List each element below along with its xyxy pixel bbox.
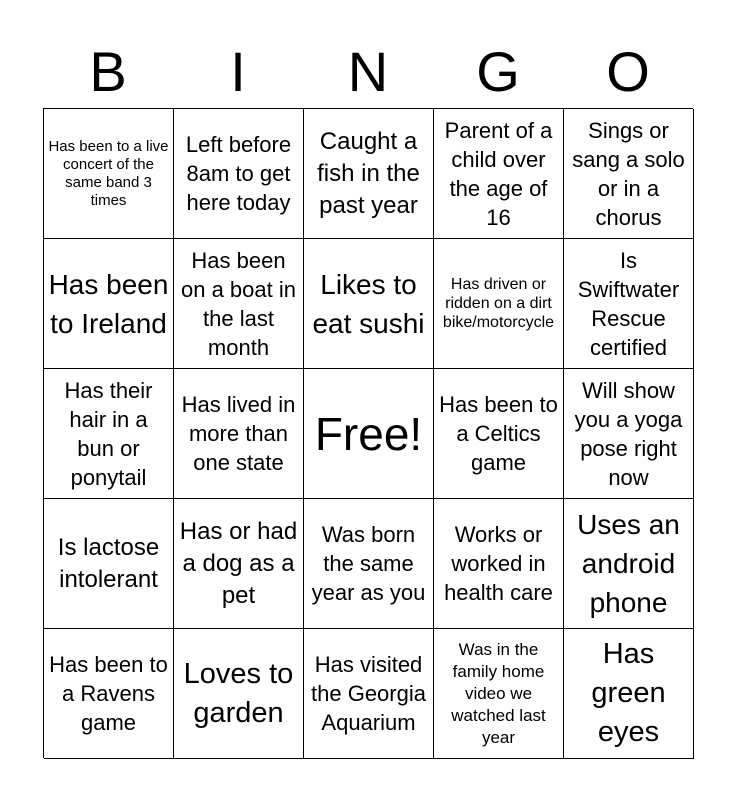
free-space-label: Free! — [314, 407, 423, 460]
cell-text: Has or had a dog as a pet — [179, 517, 298, 609]
bingo-cell[interactable] — [304, 499, 434, 629]
bingo-cell[interactable] — [434, 499, 564, 629]
cell-text: Caught a fish in the past year — [317, 127, 420, 219]
bingo-cell[interactable] — [304, 239, 434, 369]
cell-text: Parent of a child over the age of 16 — [444, 117, 553, 230]
bingo-cell[interactable] — [44, 499, 174, 629]
bingo-cell[interactable] — [564, 239, 694, 369]
bingo-cell[interactable] — [174, 369, 304, 499]
bingo-cell[interactable] — [174, 109, 304, 239]
cell-text: Sings or sang a solo or in a chorus — [572, 117, 685, 230]
cell-text: Was in the family home video we watched last year — [451, 639, 546, 747]
bingo-cell[interactable] — [434, 629, 564, 759]
cell-text: Has their hair in a bun or ponytail — [64, 377, 153, 490]
bingo-cell[interactable] — [44, 629, 174, 759]
cell-text: Works or worked in health care — [444, 522, 553, 605]
cell-text: Has been to a Ravens game — [49, 652, 168, 735]
cell-text: Has been to Ireland — [48, 268, 169, 339]
header-letter-b: B — [89, 40, 127, 103]
bingo-cell[interactable] — [564, 629, 694, 759]
cell-text: Has been to a Celtics game — [439, 392, 558, 475]
bingo-cell[interactable] — [174, 499, 304, 629]
header-letter-g: G — [476, 40, 520, 103]
header-letter-i: I — [230, 40, 246, 103]
cell-text: Has been to a live concert of the same band 3 times — [48, 137, 169, 209]
bingo-cell[interactable] — [304, 629, 434, 759]
cell-text: Is Swiftwater Rescue certified — [577, 247, 680, 360]
bingo-cell[interactable] — [434, 239, 564, 369]
bingo-cell[interactable] — [434, 109, 564, 239]
free-space-cell[interactable] — [304, 369, 434, 499]
bingo-cell[interactable] — [564, 499, 694, 629]
bingo-cell[interactable] — [434, 369, 564, 499]
cell-text: Has been on a boat in the last month — [181, 247, 296, 360]
bingo-cell[interactable] — [44, 369, 174, 499]
bingo-card-grid — [43, 108, 693, 758]
bingo-cell[interactable] — [44, 239, 174, 369]
cell-text: Left before 8am to get here today — [185, 132, 292, 215]
cell-text: Uses an android phone — [577, 509, 680, 618]
cell-text: Has green eyes — [591, 638, 666, 748]
cell-text: Has visited the Georgia Aquarium — [311, 652, 426, 735]
bingo-cell[interactable] — [304, 109, 434, 239]
cell-text: Loves to garden — [183, 657, 294, 729]
bingo-cell[interactable] — [44, 109, 174, 239]
bingo-header — [43, 36, 693, 108]
bingo-cell[interactable] — [174, 629, 304, 759]
cell-text: Is lactose intolerant — [57, 533, 160, 593]
bingo-cell[interactable] — [564, 109, 694, 239]
bingo-cell[interactable] — [174, 239, 304, 369]
cell-text: Likes to eat sushi — [312, 268, 425, 339]
cell-text: Was born the same year as you — [311, 522, 426, 605]
bingo-cell[interactable] — [564, 369, 694, 499]
header-letter-o: O — [606, 40, 650, 103]
cell-text: Will show you a yoga pose right now — [574, 377, 683, 490]
header-letter-n: N — [347, 40, 389, 103]
cell-text: Has lived in more than one state — [181, 392, 296, 475]
cell-text: Has driven or ridden on a dirt bike/motorcycle — [442, 276, 555, 331]
